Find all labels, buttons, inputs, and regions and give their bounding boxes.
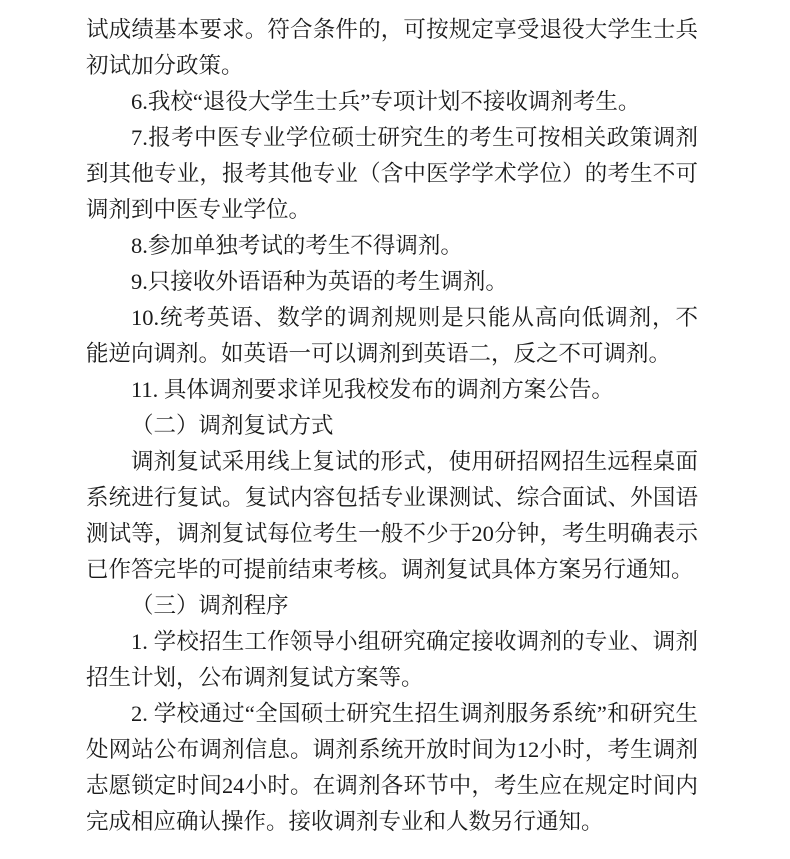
paragraph: 6.我校“退役大学生士兵”专项计划不接收调剂考生。 [131, 89, 641, 114]
paragraph: 11. 具体调剂要求详见我校发布的调剂方案公告。 [131, 377, 614, 402]
paragraph: 9.只接收外语语种为英语的考生调剂。 [131, 269, 508, 294]
paragraph: 调剂复试采用线上复试的形式，使用研招网招生远程桌面系统进行复试。复试内容包括专业课测试、综合面试、外国语测试等，调剂复试每位考生一般不少于20分钟，考生明确表示已作答完毕的可提前结束考核。调剂复试具体方案另行通知。 [86, 449, 698, 582]
paragraph: 8.参加单独考试的考生不得调剂。 [131, 233, 463, 258]
section-heading: （三）调剂程序 [131, 593, 289, 618]
paragraph: 试成绩基本要求。符合条件的，可按规定享受退役大学生士兵初试加分政策。 [86, 17, 698, 78]
paragraph: 10.统考英语、数学的调剂规则是只能从高向低调剂，不能逆向调剂。如英语一可以调剂到英语二，反之不可调剂。 [86, 305, 698, 366]
paragraph: 2. 学校通过“全国硕士研究生招生调剂服务系统”和研究生处网站公布调剂信息。调剂系统开放时间为12小时，考生调剂志愿锁定时间24小时。在调剂各环节中，考生应在规定时间内完成相应确认操作。接收调剂专业和人数另行通知。 [86, 701, 698, 834]
paragraph: 1. 学校招生工作领导小组研究确定接收调剂的专业、调剂招生计划，公布调剂复试方案等。 [86, 629, 698, 690]
paragraph: 7.报考中医专业学位硕士研究生的考生可按相关政策调剂到其他专业，报考其他专业（含中医学学术学位）的考生不可调剂到中医专业学位。 [86, 125, 698, 222]
document-content [86, 12, 698, 840]
section-heading: （二）调剂复试方式 [131, 413, 334, 438]
